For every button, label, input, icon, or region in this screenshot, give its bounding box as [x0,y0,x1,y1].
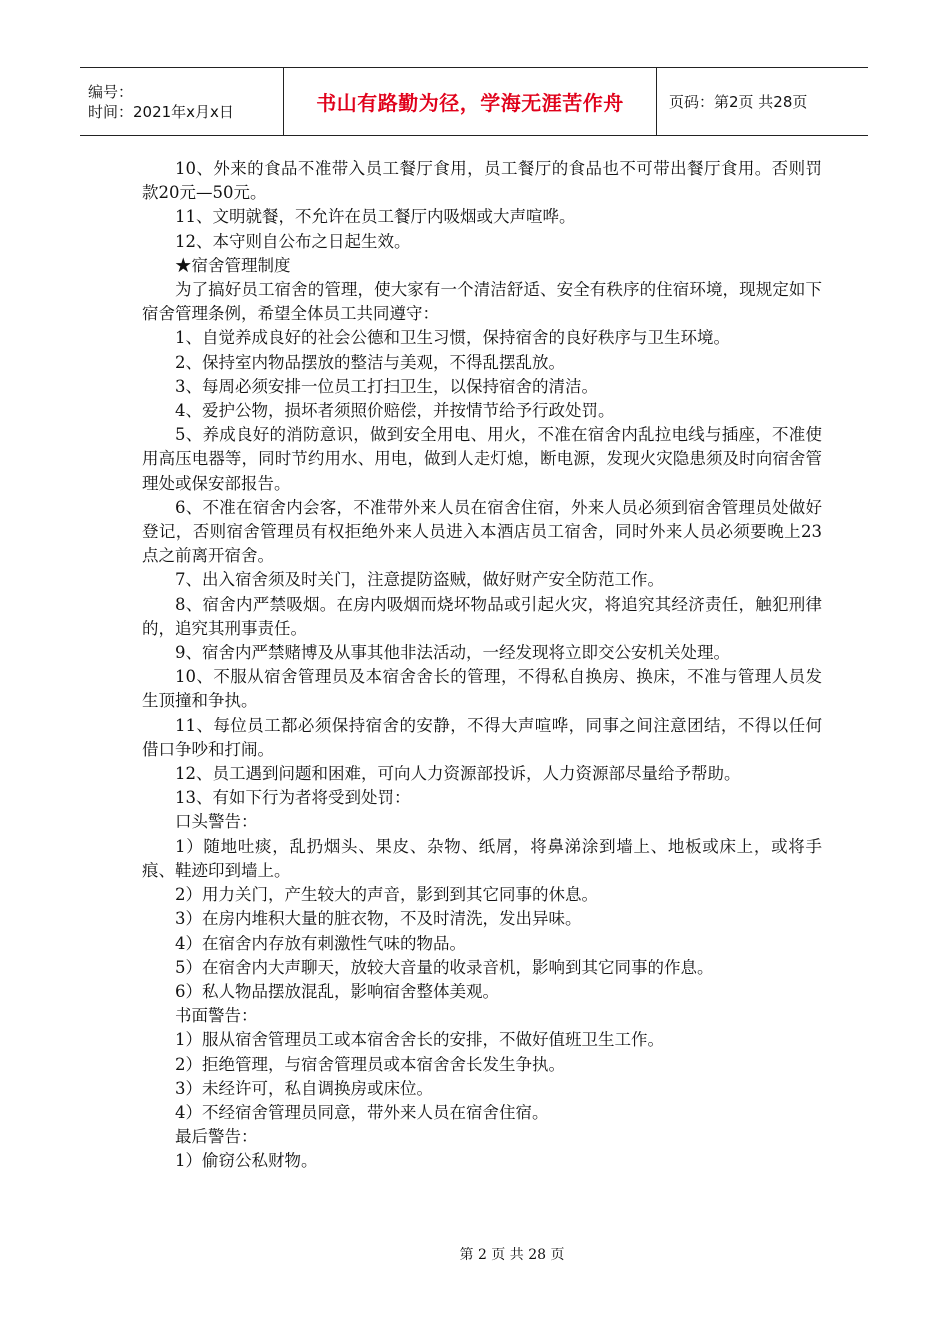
paragraph: 12、本守则自公布之日起生效。 [175,231,411,251]
header-page-info: 页码：第2页 共28页 [669,93,808,111]
paragraph: 4、爱护公物，损坏者须照价赔偿，并按情节给予行政处罚。 [175,401,615,421]
paragraph: 6）私人物品摆放混乱，影响宿舍整体美观。 [175,981,499,1001]
paragraph: 3）未经许可，私自调换房或床位。 [175,1078,433,1098]
paragraph: 2）拒绝管理，与宿舍管理员或本宿舍舍长发生争执。 [175,1054,565,1074]
paragraph: 4）不经宿舍管理员同意，带外来人员在宿舍住宿。 [175,1102,549,1122]
subheading: 口头警告： [175,812,258,832]
paragraph: 13、有如下行为者将受到处罚： [175,788,411,808]
paragraph: 2、保持室内物品摆放的整洁与美观，不得乱摆乱放。 [175,352,565,372]
document-date-label: 时间：2021年x月x日 [88,102,234,121]
paragraph: 10、不服从宿舍管理员及本宿舍舍长的管理，不得私自换房、换床，不准与管理人员发生顶撞和争执。 [142,667,822,711]
paragraph: 4）在宿舍内存放有刺激性气味的物品。 [175,933,466,953]
page-footer: 第 2 页 共 28 页 [459,1247,565,1263]
document-number-label: 编号： [88,82,134,101]
paragraph: 11、每位员工都必须保持宿舍的安静，不得大声喧哗，同事之间注意团结，不得以任何借口争吵和打闹。 [142,715,822,759]
paragraph: 1）服从宿舍管理员工或本宿舍舍长的安排，不做好值班卫生工作。 [175,1030,664,1050]
subheading: 书面警告： [175,1006,258,1026]
paragraph: 3、每周必须安排一位员工打扫卫生，以保持宿舍的清洁。 [175,376,598,396]
paragraph: 5）在宿舍内大声聊天，放较大音量的收录音机，影响到其它同事的作息。 [175,957,714,977]
header-meta [80,68,283,135]
header-motto-cell [283,68,657,135]
paragraph: 12、员工遇到问题和困难，可向人力资源部投诉，人力资源部尽量给予帮助。 [175,764,741,784]
page-header [80,67,868,136]
paragraph: 1）随地吐痰，乱扔烟头、果皮、杂物、纸屑，将鼻涕涂到墙上、地板或床上，或将手痕、鞋迹印到墙上。 [142,836,822,880]
paragraph: 1）偷窃公私财物。 [175,1151,318,1171]
document-body [142,157,822,1174]
paragraph: 6、不准在宿舍内会客，不准带外来人员在宿舍住宿，外来人员必须到宿舍管理员处做好登记，否则宿舍管理员有权拒绝外来人员进入本酒店员工宿舍，同时外来人员必须要晚上23点之前离开宿舍。 [142,497,822,566]
paragraph: 9、宿舍内严禁赌博及从事其他非法活动，一经发现将立即交公安机关处理。 [175,643,730,663]
paragraph: 11、文明就餐，不允许在员工餐厅内吸烟或大声喧哗。 [175,207,576,227]
paragraph: 7、出入宿舍须及时关门，注意提防盗贼，做好财产安全防范工作。 [175,570,664,590]
paragraph: 2）用力关门，产生较大的声音，影到到其它同事的休息。 [175,885,598,905]
paragraph: 1、自觉养成良好的社会公德和卫生习惯，保持宿舍的良好秩序与卫生环境。 [175,328,730,348]
paragraph: 为了搞好员工宿舍的管理，使大家有一个清洁舒适、安全有秩序的住宿环境，现规定如下宿舍管理条例，希望全体员工共同遵守： [142,280,822,324]
subheading: 最后警告： [175,1127,258,1147]
header-page-cell [657,68,868,135]
paragraph: 8、宿舍内严禁吸烟。在房内吸烟而烧坏物品或引起火灾，将追究其经济责任，触犯刑律的，追究其刑事责任。 [142,594,822,638]
paragraph: 3）在房内堆积大量的脏衣物，不及时清洗，发出异味。 [175,909,582,929]
paragraph: 10、外来的食品不准带入员工餐厅食用，员工餐厅的食品也不可带出餐厅食用。否则罚款20元—50元。 [142,159,822,203]
paragraph: 5、养成良好的消防意识，做到安全用电、用火，不准在宿舍内乱拉电线与插座，不准使用高压电器等，同时节约用水、用电，做到人走灯熄，断电源，发现火灾隐患须及时向宿舍管理处或保安部报告。 [142,425,822,493]
section-heading: ★宿舍管理制度 [175,255,291,275]
header-motto: 书山有路勤为径，学海无涯苦作舟 [316,91,624,115]
